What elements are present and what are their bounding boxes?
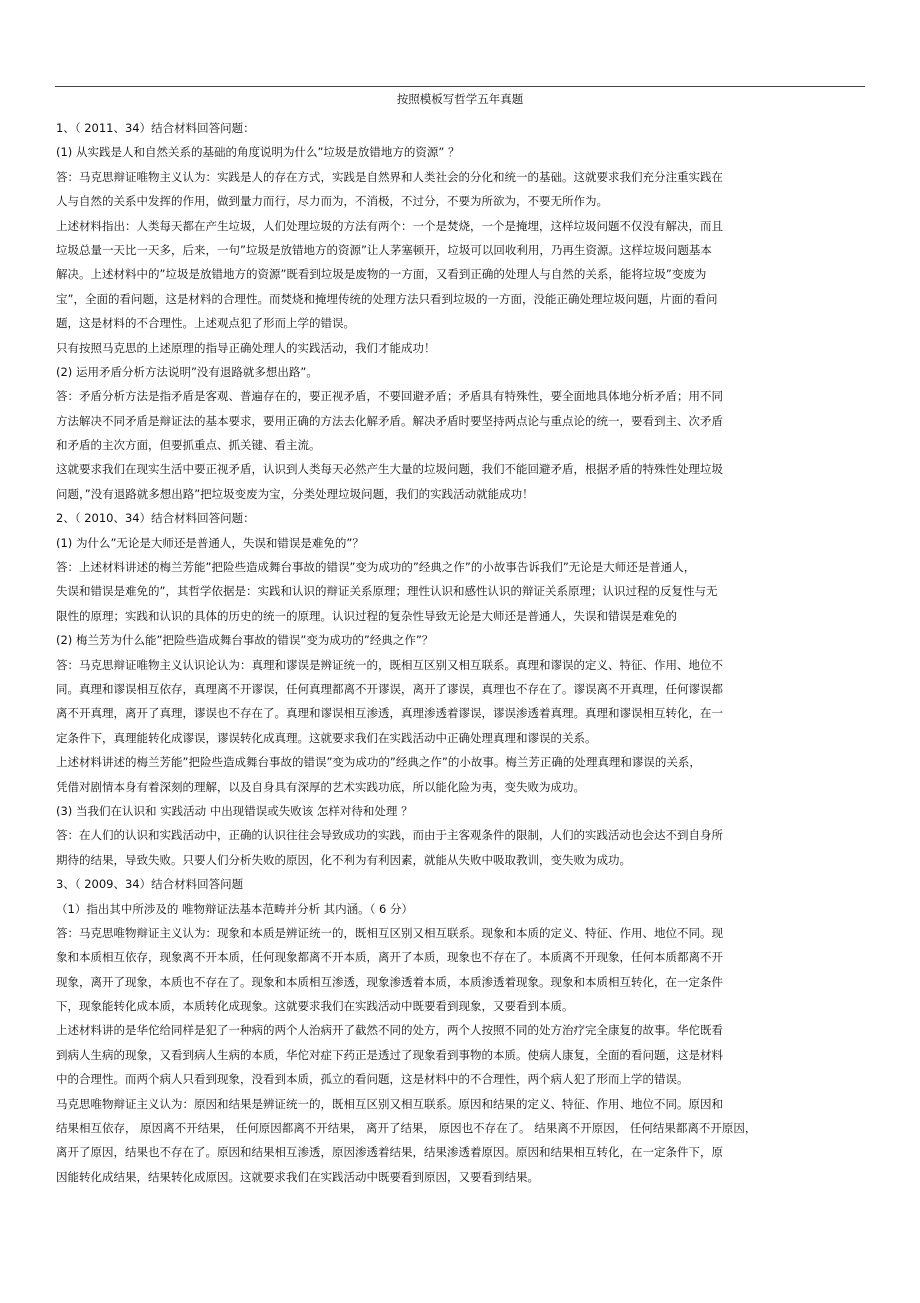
text-line: 答：在人们的认识和实践活动中，正确的认识往往会导致成功的实践，而由于主客观条件的限制，人们的实践活动也会达不到自身所 <box>56 828 723 843</box>
text-line: 题，这是材料的不合理性。上述观点犯了形而上学的错误。 <box>56 316 355 331</box>
text-line: 上述材料讲的是华佗给同样是犯了一种病的两个人治病开了截然不同的处方，两个人按照不同的处方治疗完全康复的故事。华佗既看 <box>56 1023 723 1038</box>
text-line: 上述材料讲述的梅兰芳能”把险些造成舞台事故的错误”变为成功的”经典之作”的小故事。梅兰芳正确的处理真理和谬误的关系， <box>56 755 701 770</box>
document-title: 按照模板写哲学五年真题 <box>396 92 524 106</box>
text-line: 下，现象能转化成本质，本质转化成现象。这就要求我们在实践活动中既要看到现象，又要看到本质。 <box>56 999 574 1014</box>
text-line: 因能转化成结果，结果转化成原因。这就要求我们在实践活动中既要看到原因，又要看到结果。 <box>56 1169 539 1184</box>
text-line: 答：矛盾分析方法是指矛盾是客观、普遍存在的，要正视矛盾，不要回避矛盾；矛盾具有特殊性，要全面地具体地分析矛盾；用不同 <box>56 389 723 404</box>
text-line: (1) 从实践是人和自然关系的基础的角度说明为什么”垃圾是放错地方的资源” ？ <box>56 145 460 160</box>
text-line: 这就要求我们在现实生活中要正视矛盾，认识到人类每天必然产生大量的垃圾问题，我们不能回避矛盾，根据矛盾的特殊性处理垃圾 <box>56 462 723 477</box>
text-line: 离开了原因，结果也不存在了。原因和结果相互渗透，原因渗透着结果，结果渗透着原因。原因和结果相互转化，在一定条件下，原 <box>56 1145 723 1160</box>
text-line: 象和本质相互依存，现象离不开本质，任何现象都离不开本质，离开了本质，现象也不存在了。本质离不开现象，任何本质都离不开 <box>56 950 723 965</box>
text-line: 解决。上述材料中的”垃圾是放错地方的资源”既看到垃圾是废物的一方面，又看到正确的处理人与自然的关系，能将垃圾”变废为 <box>56 267 707 282</box>
text-line: 垃圾总量一天比一天多，后来，一句”垃圾是放错地方的资源”让人茅塞顿开，垃圾可以回收利用，乃再生资源。这样垃圾问题基本 <box>56 242 712 257</box>
text-line: 答：上述材料讲述的梅兰芳能”把险些造成舞台事故的错误”变为成功的”经典之作”的小故事告诉我们”无论是大师还是普通人， <box>56 560 696 575</box>
text-line: 离不开真理，离开了真理，谬误也不存在了。真理和谬误相互渗透，真理渗透着谬误，谬误渗透着真理。真理和谬误相互转化，在一 <box>56 706 723 721</box>
text-line: 限性的原理；实践和认识的具体的历史的统一的原理。认识过程的复杂性导致无论是大师还是普通人，失误和错误是难免的 <box>56 608 677 623</box>
header-rule <box>55 86 865 87</box>
text-line: (3) 当我们在认识和 实践活动 中出现错误或失败该 怎样对待和处理 ？ <box>56 803 413 818</box>
text-line: （1）指出其中所涉及的 唯物辩证法基本范畴并分析 其内涵。（ 6 分） <box>56 901 414 916</box>
text-line: 1、（ 2011、34）结合材料回答问题： <box>56 121 255 135</box>
document-body <box>56 116 856 1189</box>
text-line: 方法解决不同矛盾是辩证法的基本要求，要用正确的方法去化解矛盾。解决矛盾时要坚持两点论与重点论的统一，要看到主、次矛盾 <box>56 413 723 428</box>
text-line: (1) 为什么”无论是大师还是普通人，失误和错误是难免的”？ <box>56 535 364 550</box>
text-line: 现象，离开了现象，本质也不存在了。现象和本质相互渗透，现象渗透着本质，本质渗透着现象。现象和本质相互转化，在一定条件 <box>56 974 723 989</box>
text-line: 2、（ 2010、34）结合材料回答问题： <box>56 511 255 526</box>
text-line: 3、（ 2009、34）结合材料回答问题 <box>56 877 244 892</box>
text-line: 到病人生病的现象，又看到病人生病的本质，华佗对症下药正是透过了现象看到事物的本质。使病人康复，全面的看问题，这是材料 <box>56 1047 723 1062</box>
text-line: 答：马克思唯物辩证主义认为：现象和本质是辨证统一的，既相互区别又相互联系。现象和本质的定义、特征、作用、地位不同。现 <box>56 925 723 940</box>
text-line: 只有按照马克思的上述原理的指导正确处理人的实践活动，我们才能成功！ <box>56 340 436 355</box>
text-line: 凭借对剧情本身有着深刻的理解，以及自身具有深厚的艺术实践功底，所以能化险为夷，变失败为成功。 <box>56 779 585 794</box>
text-line: 宝”，全面的看问题，这是材料的合理性。而焚烧和掩埋传统的处理方法只看到垃圾的一方面，没能正确处理垃圾问题，片面的看问 <box>56 291 718 306</box>
text-line: 中的合理性。而两个病人只看到现象，没看到本质，孤立的看问题，这是材料中的不合理性，两个病人犯了形而上学的错误。 <box>56 1072 689 1087</box>
text-line: 人与自然的关系中发挥的作用，做到量力而行，尽力而为，不消极，不过分，不要为所欲为，不要无所作为。 <box>56 194 608 209</box>
text-line: 结果相互依存， 原因离不开结果， 任何原因都离不开结果， 离开了结果， 原因也不存在了。 结果离不开原因， 任何结果都离不开原因， <box>56 1121 757 1136</box>
text-line: 和矛盾的主次方面，但要抓重点、抓关键、看主流。 <box>56 438 321 453</box>
text-line: 定条件下，真理能转化成谬误，谬误转化成真理。这就要求我们在实践活动中正确处理真理和谬误的关系。 <box>56 730 597 745</box>
text-line: 答：马克思辩证唯物主义认识论认为：真理和谬误是辨证统一的，既相互区别又相互联系。真理和谬误的定义、特征、作用、地位不 <box>56 657 723 672</box>
text-line: 期待的结果，导致失败。只要人们分析失败的原因，化不利为有利因素，就能从失败中吸取教训，变失败为成功。 <box>56 852 631 867</box>
text-line: 答：马克思辩证唯物主义认为：实践是人的存在方式，实践是自然界和人类社会的分化和统一的基础。这就要求我们充分注重实践在 <box>56 169 723 184</box>
text-line: 同。真理和谬误相互依存，真理离不开谬误，任何真理都离不开谬误，离开了谬误，真理也不存在了。谬误离不开真理，任何谬误都 <box>56 681 723 696</box>
text-line: 马克思唯物辩证主义认为：原因和结果是辨证统一的，既相互区别又相互联系。原因和结果的定义、特征、作用、地位不同。原因和 <box>56 1096 723 1111</box>
text-line: 上述材料指出：人类每天都在产生垃圾，人们处理垃圾的方法有两个：一个是焚烧，一个是掩埋，这样垃圾问题不仅没有解决，而且 <box>56 218 723 233</box>
text-line: (2) 运用矛盾分析方法说明”没有退路就多想出路”。 <box>56 364 318 379</box>
text-line: (2) 梅兰芳为什么能”把险些造成舞台事故的错误”变为成功的”经典之作”？ <box>56 633 434 648</box>
text-line: 问题，”没有退路就多想出路”把垃圾变废为宝，分类处理垃圾问题，我们的实践活动就能成功！ <box>56 486 534 501</box>
text-line: 失误和错误是难免的”，其哲学依据是：实践和认识的辩证关系原理；理性认识和感性认识的辩证关系原理；认识过程的反复性与无 <box>56 584 718 599</box>
